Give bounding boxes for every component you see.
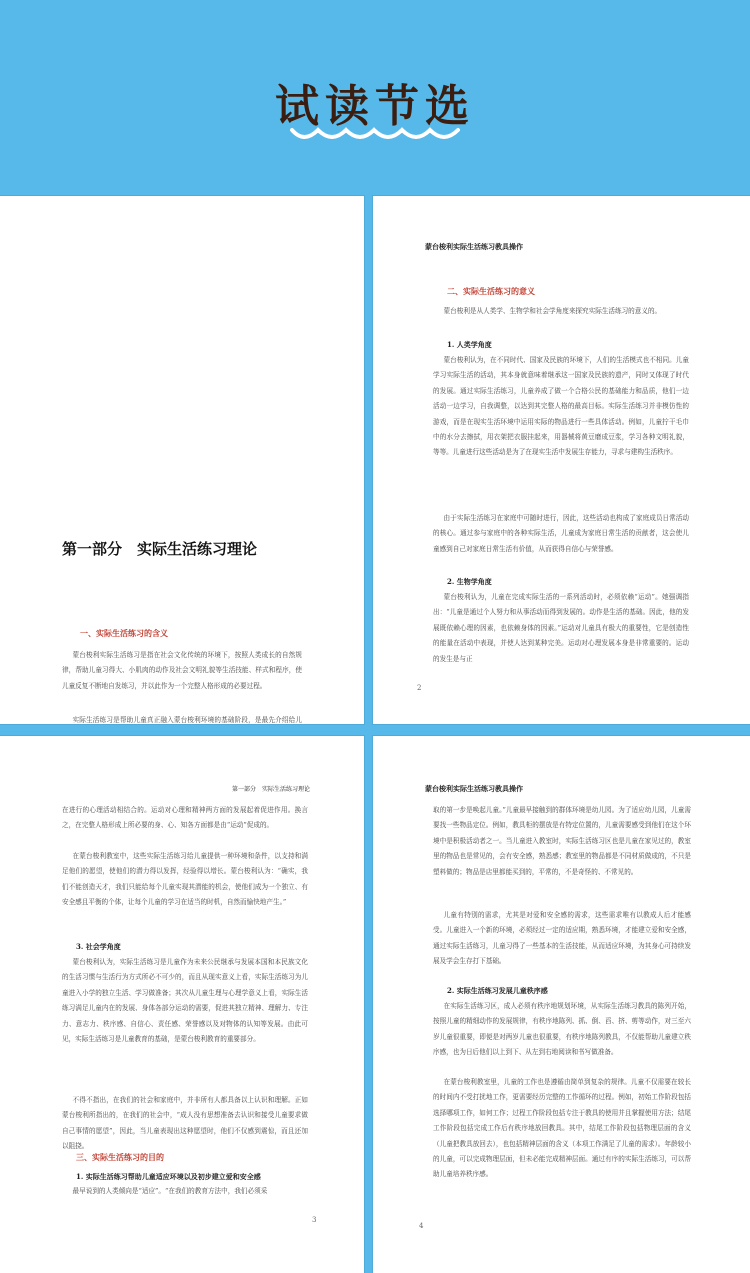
paragraph: 在蒙台梭利教室中，这些实际生活练习给儿童提供一种环境和条件，以支持和满足他们的愿望，使他们的潜力得以发挥，经验得以增长。蒙台梭利认为：“确实，我们不能创造天才，我们只能给每个儿童实现其潜能的机会，使他们成为一个独立、有安全感且平衡的个体，让每个儿童的学习在适当的时机，自然而愉快地产生。” [62, 852, 308, 907]
page-number: 2 [417, 684, 422, 692]
subsection-title: 1. 人类学角度 [447, 340, 492, 349]
book-page-2 [373, 196, 750, 724]
running-head: 蒙台梭利实际生活练习教具操作 [425, 242, 523, 251]
section-title-2: 二、实际生活练习的意义 [447, 286, 535, 296]
book-page-1 [0, 196, 364, 724]
subsection-title: 2. 生物学角度 [447, 577, 492, 586]
paragraph: 取的第一步是唤起儿童。”儿童最早接触到的群体环境是幼儿园。为了适应幼儿园，儿童需要找一些物品定位。例如，教具柜的摆放是有特定位置的，儿童需要感受到他们在这个环境中是积极活动者之一。当儿童进入教室时，实际生活练习区也是儿童在家见过的，教室里的物品也是常见的，会有安全感，熟悉感；教室里的物品都是不同材质做成的，不只是塑料做的；物品是店里都能买到的，平常的，不是奇怪的、不常见的。 [433, 806, 691, 876]
paragraph: 实际生活练习是帮助儿童真正融入蒙台梭利环境的基础阶段，是最先介绍给儿 [72, 716, 302, 724]
page-number: 4 [419, 1222, 424, 1230]
paragraph: 蒙台梭利实际生活练习是指在社会文化传统的环境下，按照人类成长的自然规律，帮助儿童习得大、小肌肉的动作及社会文明礼貌等生活技能、样式和程序，使儿童反复不断地自发练习，并以此作为一个完整人格形成的必要过程。 [62, 651, 302, 690]
paragraph: 在蒙台梭利教室里，儿童的工作也是遵循由简单到复杂的规律。儿童不仅需要在较长的时间内不受打扰地工作，更需要经历完整的工作循环的过程。例如，初始工作阶段包括选择哪项工作，如何工作；过程工作阶段包括专注于教具的使用并且掌握使用方法；结尾工作阶段包括完成工作后有秩序地放回教具。其中，结尾工作阶段包括物理层面的含义（儿童把教具放回去），也包括精神层面的含义（本项工作满足了儿童的需求）。年龄较小的儿童，可以完成物理层面，但未必能完成精神层面。通过有序的实际生活练习，可以帮助儿童培养秩序感。 [433, 1078, 691, 1179]
paragraph: 儿童有特别的需求，尤其是对爱和安全感的需求，这些需求唯有以教成人后才能感受。儿童进入一个新的环境，必须经过一定的适应期，熟悉环境，才能建立爱和安全感，通过实际生活练习，儿童习得了一些基本的生活技能，从而适应环境，为其身心可持续发展及学会生存打下基础。 [433, 911, 691, 966]
section-title-3: 三、实际生活练习的目的 [76, 1152, 164, 1162]
paragraph: 最早说到的人类倾向是“适应”。“在我们的教育方法中，我们必须采 [72, 1187, 268, 1195]
banner-title: 试读节选 [275, 81, 475, 132]
paragraph: 由于实际生活练习在家庭中可随时进行，因此，这些活动也构成了家庭成员日常活动的核心。通过参与家庭中的各种实际生活，儿童成为家庭日常生活的贡献者，这会使儿童感到自己对家庭日常生活有价值，从而获得自信心与荣誉感。 [433, 514, 689, 553]
paragraph: 在实际生活练习区，成人必须有秩序地规划环境，从实际生活练习教具的陈列开始，按照儿童的精细动作的发展规律，有秩序地陈列、抓、倒、舀、挤、剪等动作，对三至六岁儿童很重要，即便是对两岁儿童也很重要，有秩序地陈列教具，不仅能帮助儿童建立秩序感，也为日后他们以上到下、从左到右地阅读和书写做准备。 [433, 1002, 691, 1057]
paragraph: 蒙台梭利认为，儿童在完成实际生活的一系列活动时，必须依赖“运动”。她强调指出：“儿童是通过个人努力和从事活动而得到发展的。动作是生活的基础。因此，他的发展既依赖心理的因素，也依赖身体的因素。”运动对儿童具有极大的重要性，它是创造性的能量在活动中表现，并使人达到某种完美。运动对心理发展本身是非常重要的。运动的发生是与正 [433, 593, 689, 663]
book-page-3 [0, 736, 364, 1273]
page-number: 3 [312, 1216, 317, 1224]
subsection-title: 2. 实际生活练习发展儿童秩序感 [447, 986, 548, 995]
book-page-4 [373, 736, 750, 1273]
paragraph: 不得不指出，在我们的社会和家庭中，并非所有人都具备以上认识和理解。正如蒙台梭利所指出的，在我们的社会中，“成人没有思想准备去认识和接受儿童要求做自己事情的愿望”，因此，当儿童表现出这种愿望时，他们不仅感到震惊，而且还加以阻挠。 [62, 1096, 308, 1151]
header-banner [0, 0, 750, 190]
running-head: 第一部分 实际生活练习理论 [232, 786, 311, 793]
paragraph: 蒙台梭利是从人类学、生物学和社会学角度来探究实际生活练习的意义的。 [443, 307, 662, 315]
paragraph: 蒙台梭利认为，在不同时代、国家及民族的环境下，人们的生活模式也不相同。儿童学习实际生活的活动，其本身就意味着继承这一国家及民族的遗产，同时又体现了时代的发展。通过实际生活练习，儿童养成了做一个合格公民的基础能力和品质，他们一边活动一边学习，自我调整，以达到其完整人格的最高目标。实际生活练习并非模仿性的游戏，而是在现实生活环境中运用实际的物品进行一些具体活动。例如，儿童拧干毛巾中的水分去擦拭，用衣架把衣服挂起来，用器械将黄豆磨成豆浆，学习各种文明礼貌，等等。儿童进行这些活动是为了在现实生活中发展生存能力，寻求与建构生活秩序。 [433, 356, 689, 457]
paragraph: 蒙台梭利认为，实际生活练习是儿童作为未来公民继承与发展本国和本民族文化的生活习惯与生活行为方式所必不可少的，而且从现实意义上看，实际生活练习为儿童进入小学的独立生活、学习做准备；其次从儿童生理与心理学意义上看，实际生活练习满足儿童内在的发展、身体各部分运动的需要，促进其独立精神、理解力、专注力、意志力、秩序感、自信心、责任感、荣誉感以及对物体的认知等发展。由此可见，实际生活练习是儿童教育的基础，是蒙台梭利教育的重要部分。 [62, 958, 308, 1044]
wave-decoration-icon [290, 124, 460, 146]
running-head: 蒙台梭利实际生活练习教具操作 [425, 784, 523, 793]
part-title: 第一部分 实际生活练习理论 [62, 540, 258, 558]
section-title-1: 一、实际生活练习的含义 [80, 628, 168, 638]
subsection-title: 3. 社会学角度 [76, 942, 121, 951]
paragraph: 在进行的心理活动相结合的。运动对心理和精神两方面的发展起着促进作用。换言之，在完整人格形成上所必要的身、心、知各方面都是由“运动”促成的。 [62, 806, 308, 830]
subsection-title: 1. 实际生活练习帮助儿童适应环境以及初步建立爱和安全感 [76, 1172, 261, 1181]
